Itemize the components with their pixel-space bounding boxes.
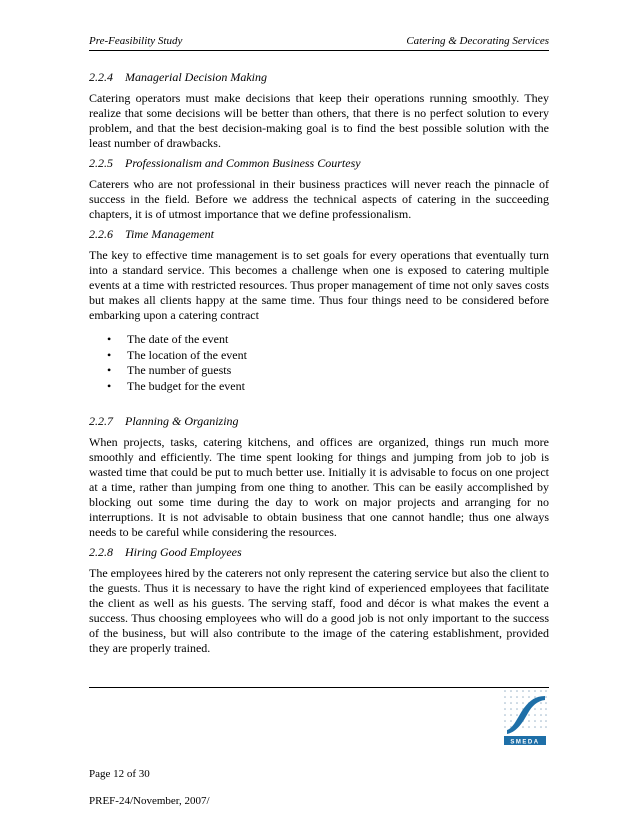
- document-reference: PREF-24/November, 2007/: [89, 795, 210, 807]
- header-right: Catering & Decorating Services: [406, 35, 549, 47]
- svg-text:SMEDA: SMEDA: [510, 739, 540, 746]
- list-item: • The number of guests: [107, 363, 232, 377]
- document-body: [89, 70, 549, 661]
- section-title: Professionalism and Common Business Courtesy: [125, 156, 361, 170]
- section-heading: [89, 156, 549, 171]
- section-heading: [89, 545, 549, 560]
- paragraph: Catering operators must make decisions that keep their operations running smoothly. They realize that some decisions will be better than others, that there is no perfect solution to every problem, and that the best decision-making goal is to find the best possible solution with the least number of drawbacks.: [89, 91, 549, 150]
- section-number: 2.2.8: [89, 545, 113, 559]
- paragraph: The employees hired by the caterers not only represent the catering service but also the client to the guests. Thus it is necessary to have the right kind of experienced employees that facilitate the client as well as his guests. The serving staff, food and décor is what makes the event a success. Thus choosing employees who will do a good job is not only important to the success of the business, but will also contribute to the image of the catering establishment, provided they are properly trained.: [89, 566, 549, 655]
- paragraph: The key to effective time management is to set goals for every operations that eventually turn into a standard service. This becomes a challenge when one is exposed to catering multiple events at a time with restricted resources. Thus proper management of time not only saves costs but makes all clients happy at the same time. Thus four things need to be considered before embarking upon a catering contract: [89, 248, 549, 322]
- bullet-icon: •: [107, 347, 112, 362]
- bullet-icon: •: [107, 332, 112, 346]
- section-number: 2.2.5: [89, 156, 113, 170]
- paragraph: When projects, tasks, catering kitchens, and offices are organized, things run much more smoothly and efficiently. The time spent looking for things and jumping from job to job is wasted time that could be put to much better use. Initially it is advisable to focus on one project at a time, rather than jumping from one thing to another. This can be easily accomplished by blocking out some time during the day to work on major projects and arranging for no interruptions. It is not advisable to obtain business that one cannot handle; thus one always needs to be careful while considering the resources.: [89, 435, 549, 539]
- bullet-icon: •: [107, 378, 112, 393]
- page-number: Page 12 of 30: [89, 768, 150, 780]
- section-heading: [89, 227, 549, 242]
- footer-divider: [89, 687, 549, 688]
- section-heading: [89, 70, 549, 85]
- bullet-icon: •: [107, 363, 112, 377]
- section-hiring-good-employees: [89, 545, 549, 656]
- smeda-logo-icon: [502, 688, 548, 746]
- header-left: Pre-Feasibility Study: [89, 35, 183, 47]
- bullet-list: [89, 332, 549, 394]
- section-time-management: [89, 227, 549, 394]
- section-planning-organizing: [89, 414, 549, 540]
- section-title: Hiring Good Employees: [125, 545, 242, 559]
- section-number: 2.2.6: [89, 227, 113, 241]
- section-title: Managerial Decision Making: [125, 70, 267, 84]
- list-item: • The budget for the event: [107, 378, 245, 393]
- paragraph: Caterers who are not professional in their business practices will never reach the pinnacle of success in the field. Before we address the technical aspects of catering in the succeeding chapters, it is of utmost importance that we define professionalism.: [89, 177, 549, 221]
- section-title: Time Management: [125, 227, 214, 241]
- page-header: [89, 35, 549, 51]
- section-title: Planning & Organizing: [125, 414, 239, 428]
- section-heading: [89, 414, 549, 429]
- section-number: 2.2.7: [89, 414, 113, 428]
- list-item: • The date of the event: [107, 332, 229, 346]
- list-item: • The location of the event: [107, 347, 247, 362]
- section-number: 2.2.4: [89, 70, 113, 84]
- section-professionalism: [89, 156, 549, 222]
- section-managerial-decision-making: [89, 70, 549, 151]
